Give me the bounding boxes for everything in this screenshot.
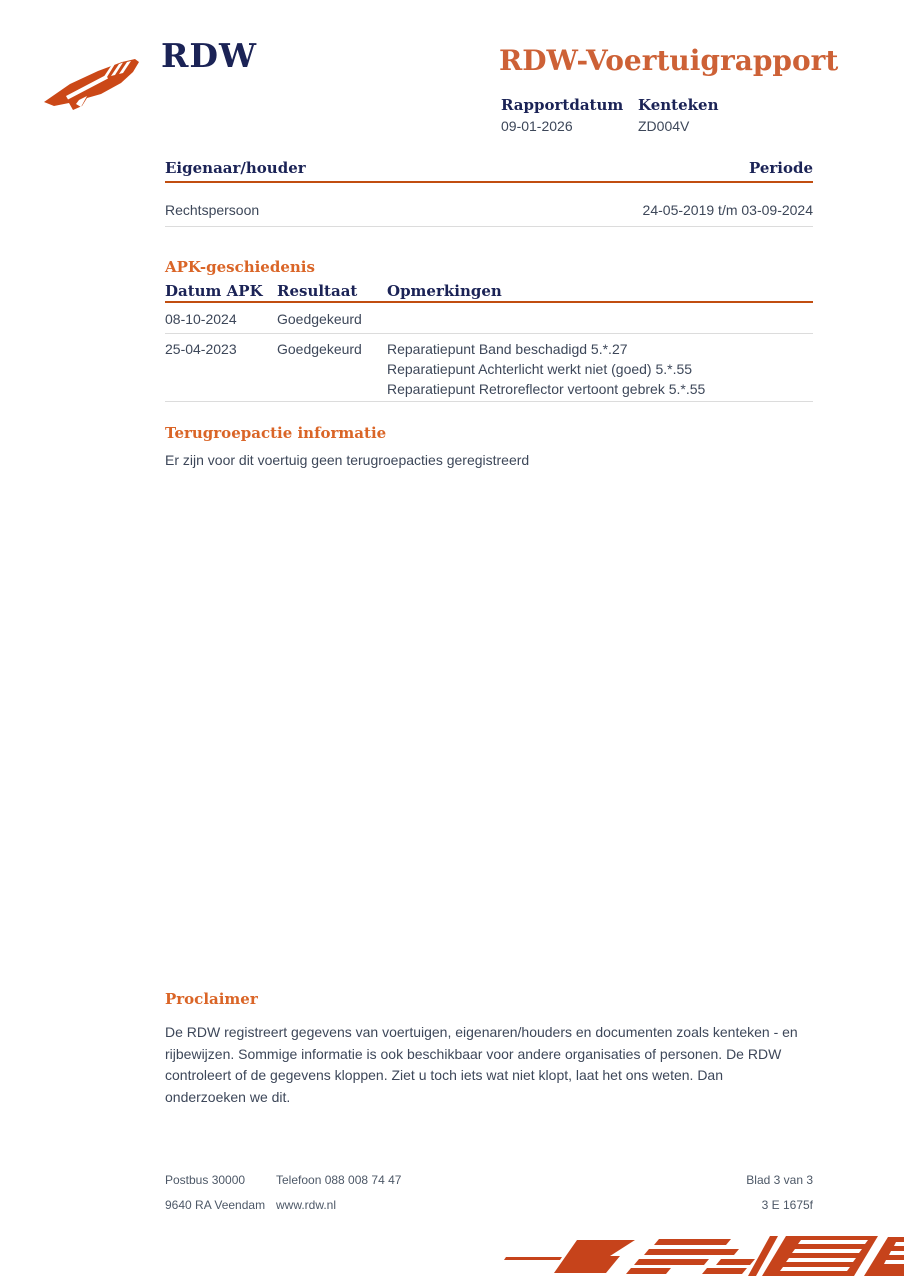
footer-phone: Telefoon 088 008 74 47 xyxy=(276,1173,402,1187)
document-title: RDW-Voertuigrapport xyxy=(499,44,839,77)
footer-address-line: Postbus 30000 xyxy=(165,1173,246,1187)
table-row xyxy=(165,334,813,401)
footer-address-line: 9640 RA Veendam xyxy=(165,1198,266,1212)
period-value: 24-05-2019 t/m 03-09-2024 xyxy=(642,202,813,218)
apk-row2-resultaat: Goedgekeurd xyxy=(277,341,362,357)
remark-line: Reparatiepunt Retroreflector vertoont gebrek 5.*.55 xyxy=(387,381,706,397)
table-row xyxy=(165,303,813,333)
remark-line: Reparatiepunt Achterlicht werkt niet (goed) 5.*.55 xyxy=(387,361,693,377)
footer-form-code: 3 E 1675f xyxy=(761,1198,813,1212)
report-date-field xyxy=(501,97,638,134)
apk-col-resultaat: Resultaat xyxy=(277,282,358,300)
owner-section-rule xyxy=(165,181,813,183)
apk-section-title: APK-geschiedenis xyxy=(165,258,315,276)
owner-value: Rechtspersoon xyxy=(165,202,260,218)
apk-history-section xyxy=(165,259,813,402)
footer-page-number: Blad 3 van 3 xyxy=(746,1173,813,1187)
apk-row2-opmerkingen xyxy=(387,339,813,399)
footer-address xyxy=(165,1168,276,1218)
license-plate-value: ZD004V xyxy=(638,118,690,134)
footer-page-info xyxy=(746,1168,813,1218)
recall-section-title: Terugroepactie informatie xyxy=(165,424,387,442)
recall-section xyxy=(165,425,813,468)
license-plate-field xyxy=(638,97,775,134)
apk-row1-opmerkingen xyxy=(387,309,813,329)
apk-row1-resultaat: Goedgekeurd xyxy=(277,311,362,327)
apk-table-header-row xyxy=(165,283,813,299)
apk-col-opmerkingen: Opmerkingen xyxy=(387,282,502,300)
proclaimer-section xyxy=(165,991,805,1108)
footer-contact xyxy=(276,1168,401,1218)
page-footer xyxy=(165,1168,813,1218)
speed-stripes-graphic-icon xyxy=(504,1231,904,1285)
license-plate-label: Kenteken xyxy=(638,96,719,114)
owner-section xyxy=(165,160,813,227)
apk-row1-datum: 08-10-2024 xyxy=(165,311,237,327)
report-date-label: Rapportdatum xyxy=(501,96,624,114)
proclaimer-text: De RDW registreert gegevens van voertuigen, eigenaren/houders en documenten zoals kenteken - en rijbewijzen. Sommige informatie is ook beschikbaar voor andere organisaties of personen. De RDW controleert of de gegevens kloppen. Ziet u toch iets wat niet klopt, laat het ons weten. Dan onderzoeken we dit. xyxy=(165,1024,798,1105)
remark-line: Reparatiepunt Band beschadigd 5.*.27 xyxy=(387,341,628,357)
apk-col-datum: Datum APK xyxy=(165,282,263,300)
report-date-value: 09-01-2026 xyxy=(501,118,573,134)
apk-row-divider xyxy=(165,401,813,402)
report-meta xyxy=(501,97,775,134)
owner-header: Eigenaar/houder xyxy=(165,159,306,177)
rdw-wordmark: RDW xyxy=(161,36,258,75)
proclaimer-title: Proclaimer xyxy=(165,990,258,1008)
rdw-flag-logo-icon xyxy=(42,54,142,121)
footer-website: www.rdw.nl xyxy=(276,1198,337,1212)
period-header: Periode xyxy=(748,159,813,177)
apk-row2-datum: 25-04-2023 xyxy=(165,341,237,357)
recall-text: Er zijn voor dit voertuig geen terugroepacties geregistreerd xyxy=(165,452,530,468)
owner-row-divider xyxy=(165,226,813,227)
